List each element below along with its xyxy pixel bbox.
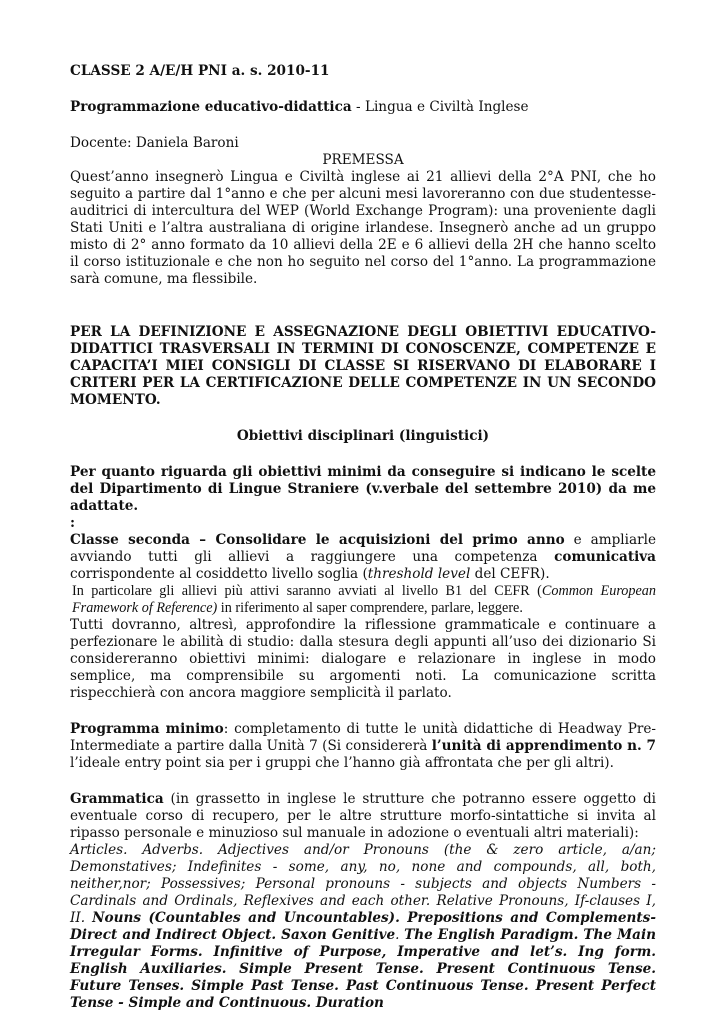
programma-text2: l’ideale entry point sia per i gruppi che l’hanno già affrontata che per gli altri). [70,755,614,771]
grammatica-bold-list: Nouns (Countables and Uncountables). Prepositions and Complements- Direct and Indirect Object. Saxon Genitive [70,910,656,943]
classe-seconda-text2: corrispondente al cosiddetto livello soglia ( [70,566,368,582]
docente-line: Docente: Daniela Baroni [70,135,239,151]
classe-seconda-dash: – [189,532,216,548]
programma-text1: : completamento di tutte le unità didattiche di Headway Pre-Intermediate a partire dalla Unità 7 (Si considererà [70,721,656,754]
framework-text: Common European Framework of Reference) [72,583,656,616]
classe-seconda-goal: Consolidare le acquisizioni del primo anno [215,532,565,548]
grammatica-italic-list: Articles. Adverbs. Adjectives and/or Pronouns (the & zero article, a/an; Demonstatives; Indefinites - some, any, no, none and compounds, all, both, neither,nor; Possessives; Personal pronouns - subjects and objects Numbers - Cardinals and Ordinals, Reflexives and each other. Relative Pronouns, If-clauses I, II [70,842,656,926]
document-body [70,63,656,1012]
threshold-level: threshold level [367,566,471,582]
grammatica-bold-dot: . [395,927,405,943]
programmazione-sep: - [351,99,365,115]
grammatica-dot: . [80,910,93,926]
programmazione-subject: Lingua e Civiltà Inglese [364,99,529,115]
premessa-text: Quest’anno insegnerò Lingua e Civiltà inglese ai 21 allievi della 2°A PNI, che ho seguito a partire dal 1°anno e che per alcuni mesi lavoreranno con due studentesse-auditrici di intercultura del WEP (World Exchange Program): una proveniente dagli Stati Uniti e l’altra australiana di origine irlandese. Insegnerò anche ad un gruppo misto di 2° anno formato da 10 allievi della 2E e 6 allievi della 2H che hanno scelto il corso istituzionale e che non ho seguito nel corso del 1°anno. La programmazione sarà comune, ma flessibile. [70,169,656,287]
classe-seconda-paragraph [70,532,656,583]
particolare-paragraph [70,583,656,617]
grammatica-paragraph [70,791,656,842]
particolare-text2: in riferimento al saper comprendere, parlare, leggere. [217,600,523,616]
unita-apprendimento: l’unità di apprendimento n. 7 [431,738,656,754]
grammatica-intro: (in grassetto in inglese le strutture che potranno essere oggetto di eventuale corso di recupero, per le altre strutture morfo-sintattiche si invita al ripasso personale e minuzioso sul manuale in adozione o eventuali altri materiali): [70,791,656,841]
comunicativa-word: comunicativa [554,549,656,565]
grammatica-label: Grammatica [70,791,164,807]
obiettivi-title: Obiettivi disciplinari (linguistici) [236,428,490,444]
grammatica-list [70,842,656,1012]
programma-paragraph [70,721,656,772]
obiettivi-minimi: Per quanto riguarda gli obiettivi minimi da conseguire si indicano le scelte del Dipartimento di Lingue Straniere (v.verbale del settembre 2010) da me adattate. [70,464,656,514]
classe-seconda-label: Classe seconda [70,532,190,548]
tutti-paragraph: Tutti dovranno, altresì, approfondire la riflessione grammaticale e continuare a perfezionare le abilità di studio: dalla stesura degli appunti all’uso dei dizionario Si considereranno obiettivi minimi: dialogare e relazionare in inglese in modo semplice, ma comprensibile su argomenti noti. La comunicazione scritta rispecchierà con ancora maggiore semplicità il parlato. [70,617,656,701]
classe-seconda-text1: e ampliarle avviando tutti gli allievi a raggiungere una competenza [70,532,657,565]
programma-label: Programma minimo [70,721,224,737]
particolare-text1: In particolare gli allievi più attivi saranno avviati al livello B1 del CEFR ( [72,583,542,599]
class-heading: CLASSE 2 A/E/H PNI a. s. 2010-11 [70,63,330,79]
programmazione-title: Programmazione educativo-didattica [70,99,352,115]
colon-line: : [70,515,76,531]
definizione-paragraph: PER LA DEFINIZIONE E ASSEGNAZIONE DEGLI OBIETTIVI EDUCATIVO-DIDATTICI TRASVERSALI IN TERMINI DI CONOSCENZE, COMPETENZE E CAPACITA’I MIEI CONSIGLI DI CLASSE SI RISERVANO DI ELABORARE I CRITERI PER LA CERTIFICAZIONE DELLE COMPETENZE IN UN SECONDO MOMENTO. [70,324,656,408]
grammatica-bold-list2: The English Paradigm. The Main Irregular Forms. Infinitive of Purpose, Imperative and let’s. Ing form. English Auxiliaries. Simple Present Tense. Present Continuous Tense. Future Tenses. Simple Past Tense. Past Continuous Tense. Present Perfect Tense - Simple and Continuous. Duration [70,927,656,1011]
programmazione-line [70,99,656,116]
classe-seconda-text3: del CEFR). [470,566,550,582]
premessa-title: PREMESSA [322,152,404,168]
